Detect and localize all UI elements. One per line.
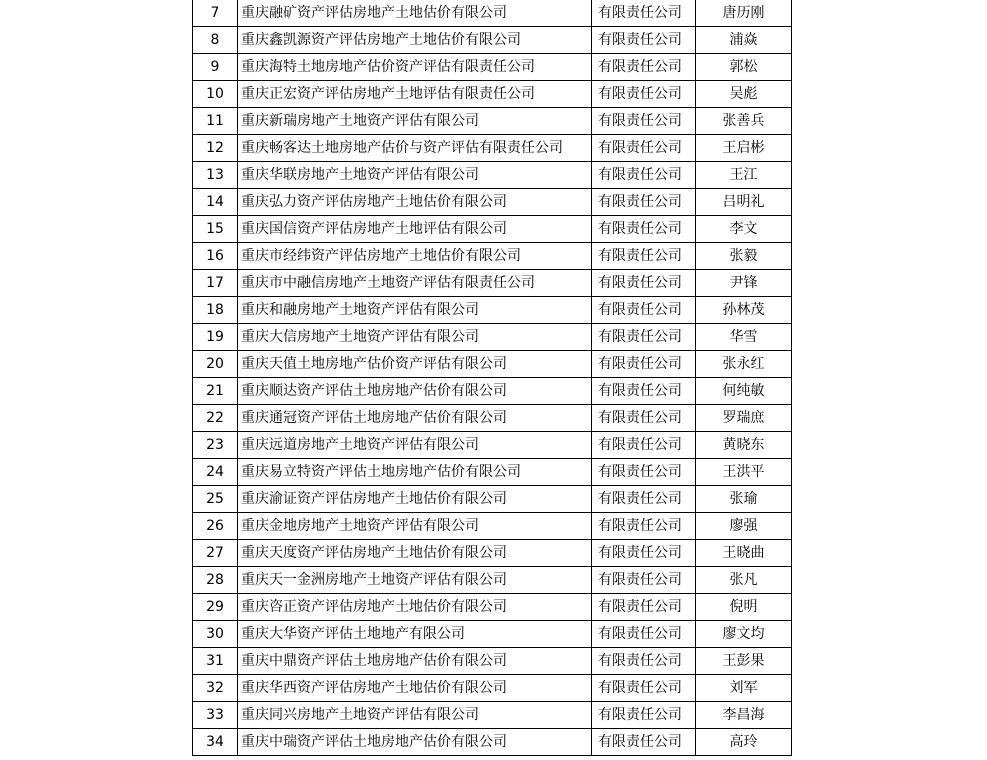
company-name-cell: 重庆渝证资产评估房地产土地估价有限公司 [238, 486, 592, 513]
legal-representative-cell: 张瑜 [696, 486, 792, 513]
row-number-cell: 17 [193, 270, 238, 297]
row-number-cell: 22 [193, 405, 238, 432]
row-number-cell: 12 [193, 135, 238, 162]
company-name-cell: 重庆新瑞房地产土地资产评估有限公司 [238, 108, 592, 135]
row-number-cell: 33 [193, 702, 238, 729]
table-row [193, 540, 792, 567]
company-type-cell: 有限责任公司 [592, 432, 696, 459]
company-type-cell: 有限责任公司 [592, 486, 696, 513]
company-name-cell: 重庆金地房地产土地资产评估有限公司 [238, 513, 592, 540]
legal-representative-cell: 唐历刚 [696, 0, 792, 27]
legal-representative-cell: 华雪 [696, 324, 792, 351]
table-row [193, 513, 792, 540]
company-type-cell: 有限责任公司 [592, 729, 696, 756]
row-number-cell: 7 [193, 0, 238, 27]
company-name-cell: 重庆大信房地产土地资产评估有限公司 [238, 324, 592, 351]
legal-representative-cell: 吕明礼 [696, 189, 792, 216]
company-type-cell: 有限责任公司 [592, 270, 696, 297]
table-row [193, 189, 792, 216]
company-name-cell: 重庆和融房地产土地资产评估有限公司 [238, 297, 592, 324]
row-number-cell: 10 [193, 81, 238, 108]
row-number-cell: 8 [193, 27, 238, 54]
company-type-cell: 有限责任公司 [592, 216, 696, 243]
company-type-cell: 有限责任公司 [592, 648, 696, 675]
table-row [193, 459, 792, 486]
row-number-cell: 28 [193, 567, 238, 594]
company-name-cell: 重庆顺达资产评估土地房地产估价有限公司 [238, 378, 592, 405]
company-type-cell: 有限责任公司 [592, 108, 696, 135]
row-number-cell: 18 [193, 297, 238, 324]
company-name-cell: 重庆市经纬资产评估房地产土地估价有限公司 [238, 243, 592, 270]
table-row [193, 27, 792, 54]
company-name-cell: 重庆同兴房地产土地资产评估有限公司 [238, 702, 592, 729]
table-row [193, 324, 792, 351]
table-row [193, 270, 792, 297]
company-table [192, 0, 792, 756]
legal-representative-cell: 浦焱 [696, 27, 792, 54]
company-type-cell: 有限责任公司 [592, 324, 696, 351]
legal-representative-cell: 廖强 [696, 513, 792, 540]
legal-representative-cell: 吴彪 [696, 81, 792, 108]
row-number-cell: 13 [193, 162, 238, 189]
legal-representative-cell: 李昌海 [696, 702, 792, 729]
row-number-cell: 26 [193, 513, 238, 540]
company-type-cell: 有限责任公司 [592, 0, 696, 27]
company-type-cell: 有限责任公司 [592, 54, 696, 81]
company-type-cell: 有限责任公司 [592, 243, 696, 270]
legal-representative-cell: 郭松 [696, 54, 792, 81]
row-number-cell: 20 [193, 351, 238, 378]
legal-representative-cell: 张毅 [696, 243, 792, 270]
table-row [193, 243, 792, 270]
legal-representative-cell: 张善兵 [696, 108, 792, 135]
company-type-cell: 有限责任公司 [592, 513, 696, 540]
table-row [193, 378, 792, 405]
company-type-cell: 有限责任公司 [592, 351, 696, 378]
company-name-cell: 重庆海特土地房地产估价资产评估有限责任公司 [238, 54, 592, 81]
table-row [193, 108, 792, 135]
table-row [193, 432, 792, 459]
table-row [193, 648, 792, 675]
legal-representative-cell: 张凡 [696, 567, 792, 594]
company-name-cell: 重庆国信资产评估房地产土地评估有限公司 [238, 216, 592, 243]
row-number-cell: 9 [193, 54, 238, 81]
row-number-cell: 19 [193, 324, 238, 351]
company-type-cell: 有限责任公司 [592, 540, 696, 567]
company-type-cell: 有限责任公司 [592, 162, 696, 189]
company-type-cell: 有限责任公司 [592, 567, 696, 594]
legal-representative-cell: 廖文均 [696, 621, 792, 648]
company-table-body [193, 0, 792, 756]
table-row [193, 675, 792, 702]
table-row [193, 0, 792, 27]
row-number-cell: 31 [193, 648, 238, 675]
table-row [193, 567, 792, 594]
legal-representative-cell: 王启彬 [696, 135, 792, 162]
legal-representative-cell: 黄晓东 [696, 432, 792, 459]
legal-representative-cell: 刘军 [696, 675, 792, 702]
legal-representative-cell: 罗瑞庶 [696, 405, 792, 432]
row-number-cell: 29 [193, 594, 238, 621]
row-number-cell: 15 [193, 216, 238, 243]
row-number-cell: 16 [193, 243, 238, 270]
legal-representative-cell: 王彭果 [696, 648, 792, 675]
legal-representative-cell: 王江 [696, 162, 792, 189]
company-type-cell: 有限责任公司 [592, 135, 696, 162]
company-type-cell: 有限责任公司 [592, 378, 696, 405]
row-number-cell: 11 [193, 108, 238, 135]
company-name-cell: 重庆弘力资产评估房地产土地估价有限公司 [238, 189, 592, 216]
table-row [193, 621, 792, 648]
company-type-cell: 有限责任公司 [592, 189, 696, 216]
legal-representative-cell: 张永红 [696, 351, 792, 378]
table-row [193, 162, 792, 189]
company-type-cell: 有限责任公司 [592, 297, 696, 324]
legal-representative-cell: 孙林茂 [696, 297, 792, 324]
company-type-cell: 有限责任公司 [592, 81, 696, 108]
legal-representative-cell: 高玲 [696, 729, 792, 756]
row-number-cell: 14 [193, 189, 238, 216]
company-type-cell: 有限责任公司 [592, 675, 696, 702]
legal-representative-cell: 王洪平 [696, 459, 792, 486]
table-row [193, 594, 792, 621]
company-type-cell: 有限责任公司 [592, 459, 696, 486]
company-name-cell: 重庆融矿资产评估房地产土地估价有限公司 [238, 0, 592, 27]
table-row [193, 54, 792, 81]
company-name-cell: 重庆通冠资产评估土地房地产估价有限公司 [238, 405, 592, 432]
company-name-cell: 重庆华联房地产土地资产评估有限公司 [238, 162, 592, 189]
company-type-cell: 有限责任公司 [592, 621, 696, 648]
row-number-cell: 25 [193, 486, 238, 513]
company-type-cell: 有限责任公司 [592, 594, 696, 621]
company-name-cell: 重庆远道房地产土地资产评估有限公司 [238, 432, 592, 459]
company-type-cell: 有限责任公司 [592, 405, 696, 432]
legal-representative-cell: 倪明 [696, 594, 792, 621]
company-name-cell: 重庆天值土地房地产估价资产评估有限公司 [238, 351, 592, 378]
legal-representative-cell: 李文 [696, 216, 792, 243]
row-number-cell: 32 [193, 675, 238, 702]
company-name-cell: 重庆市中融信房地产土地资产评估有限责任公司 [238, 270, 592, 297]
company-name-cell: 重庆鑫凯源资产评估房地产土地估价有限公司 [238, 27, 592, 54]
row-number-cell: 30 [193, 621, 238, 648]
company-type-cell: 有限责任公司 [592, 702, 696, 729]
company-name-cell: 重庆易立特资产评估土地房地产估价有限公司 [238, 459, 592, 486]
legal-representative-cell: 何纯敏 [696, 378, 792, 405]
company-name-cell: 重庆华西资产评估房地产土地估价有限公司 [238, 675, 592, 702]
table-row [193, 297, 792, 324]
company-name-cell: 重庆中鼎资产评估土地房地产估价有限公司 [238, 648, 592, 675]
table-row [193, 729, 792, 756]
legal-representative-cell: 尹锋 [696, 270, 792, 297]
table-row [193, 81, 792, 108]
table-row [193, 135, 792, 162]
company-type-cell: 有限责任公司 [592, 27, 696, 54]
table-row [193, 486, 792, 513]
company-name-cell: 重庆咨正资产评估房地产土地估价有限公司 [238, 594, 592, 621]
row-number-cell: 34 [193, 729, 238, 756]
row-number-cell: 23 [193, 432, 238, 459]
company-name-cell: 重庆中瑞资产评估土地房地产估价有限公司 [238, 729, 592, 756]
row-number-cell: 27 [193, 540, 238, 567]
table-row [193, 405, 792, 432]
company-name-cell: 重庆大华资产评估土地地产有限公司 [238, 621, 592, 648]
row-number-cell: 21 [193, 378, 238, 405]
table-row [193, 216, 792, 243]
table-row [193, 351, 792, 378]
company-name-cell: 重庆天一金洲房地产土地资产评估有限公司 [238, 567, 592, 594]
legal-representative-cell: 王晓曲 [696, 540, 792, 567]
table-row [193, 702, 792, 729]
company-name-cell: 重庆正宏资产评估房地产土地评估有限责任公司 [238, 81, 592, 108]
company-name-cell: 重庆畅客达土地房地产估价与资产评估有限责任公司 [238, 135, 592, 162]
row-number-cell: 24 [193, 459, 238, 486]
company-name-cell: 重庆天度资产评估房地产土地估价有限公司 [238, 540, 592, 567]
